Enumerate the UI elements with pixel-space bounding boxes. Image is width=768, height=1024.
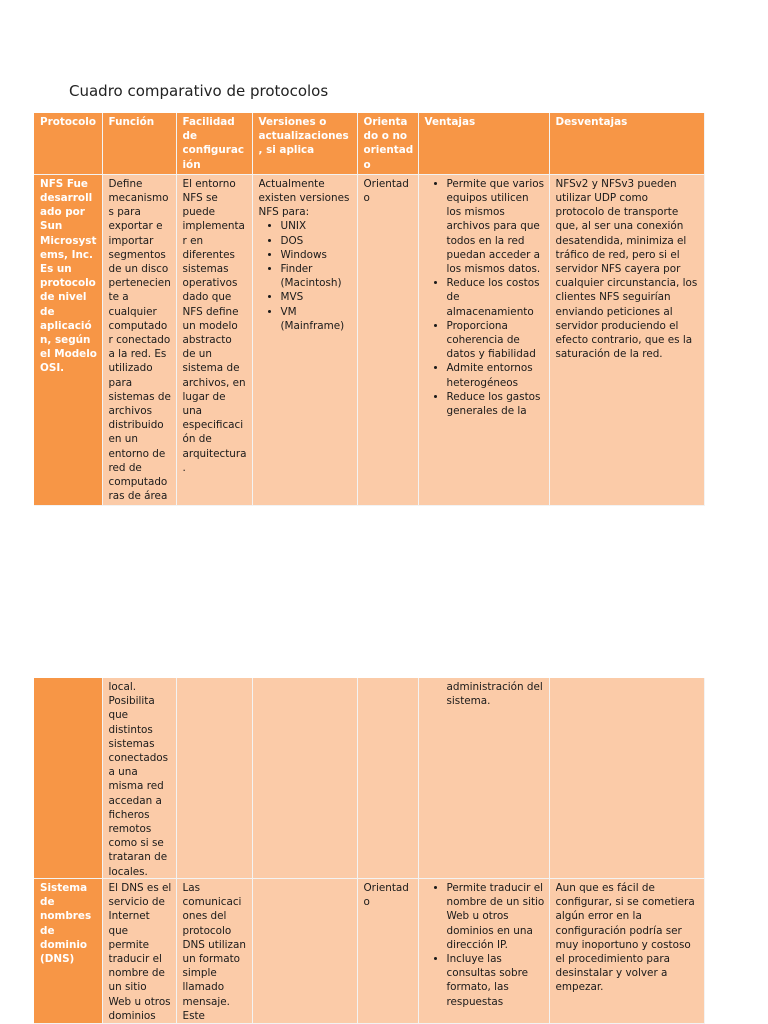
nfs-function-cell-cont: local. Posibilita que distintos sistemas conectados a una misma red accedan a ficheros remotos como si se trataran de locales. xyxy=(102,678,176,879)
header-ventajas: Ventajas xyxy=(418,113,549,174)
table-row-nfs-continued xyxy=(34,678,704,879)
list-item: • Permite traducir el nombre de un sitio Web u otros dominios en una dirección IP. xyxy=(447,881,545,952)
nfs-oriented-cell-cont xyxy=(357,678,418,879)
dns-function-cell: El DNS es el servicio de Internet que permite traducir el nombre de un sitio Web u otros dominios xyxy=(102,879,176,1024)
protocol-table-continued xyxy=(34,678,705,1024)
dns-disadvantages-cell: Aun que es fácil de configurar, si se cometiera algún error en la configuración podría ser muy inoportuno y costoso el procedimiento para desinstalar y volver a empezar. xyxy=(549,879,704,1024)
header-facilidad: Facilidad de configuración xyxy=(176,113,252,174)
nfs-disadvantages-cell-cont xyxy=(549,678,704,879)
nfs-versions-intro: Actualmente existen versiones NFS para: xyxy=(258,177,350,219)
list-item: • Finder (Macintosh) xyxy=(281,262,353,290)
header-funcion: Función xyxy=(102,113,176,174)
dns-protocol-cell: Sistema de nombres de dominio (DNS) xyxy=(34,879,102,1024)
dns-oriented-cell: Orientado xyxy=(357,879,418,1024)
nfs-protocol-cell-cont xyxy=(34,678,102,879)
list-item: • VM (Mainframe) xyxy=(281,305,353,333)
nfs-protocol-cell: NFS Fue desarrollado por Sun Microsystems, Inc. Es un protocolo de nivel de aplicación, según el Modelo OSI. xyxy=(34,174,102,505)
dns-config-cell: Las comunicaciones del protocolo DNS utilizan un formato simple llamado mensaje. Este xyxy=(176,879,252,1024)
dns-advantages-list xyxy=(425,881,545,1009)
page-title: Cuadro comparativo de protocolos xyxy=(69,82,329,100)
table-row-dns xyxy=(34,879,704,1024)
list-item: • Proporciona coherencia de datos y fiabilidad xyxy=(447,319,545,362)
dns-versions-cell xyxy=(252,879,357,1024)
list-item: • Permite que varios equipos utilicen los mismos archivos para que todos en la red puedan acceder a los mismos datos. xyxy=(447,177,545,276)
list-item: • DOS xyxy=(281,234,353,248)
nfs-config-cell-cont xyxy=(176,678,252,879)
header-desventajas: Desventajas xyxy=(549,113,704,174)
list-item: • Incluye las consultas sobre formato, las respuestas xyxy=(447,952,545,1009)
list-item: • Admite entornos heterogéneos xyxy=(447,361,545,389)
list-item: • Reduce los gastos generales de la xyxy=(447,390,545,418)
nfs-function-cell: Define mecanismos para exportar e importar segmentos de un disco perteneciente a cualquier computador conectado a la red. Es utilizado para sistemas de archivos distribuido en un entorno de red de computadoras de área xyxy=(102,174,176,505)
nfs-versions-list xyxy=(259,219,353,333)
nfs-advantages-list xyxy=(425,177,545,418)
list-item: • MVS xyxy=(281,290,353,304)
header-orientado: Orientado o no orientado xyxy=(357,113,418,174)
list-item: • UNIX xyxy=(281,219,353,233)
nfs-advantages-cell-cont: administración del sistema. xyxy=(418,678,549,879)
table-row-nfs xyxy=(34,174,704,505)
header-versiones: Versiones o actualizaciones, si aplica xyxy=(252,113,357,174)
list-item: • Windows xyxy=(281,248,353,262)
list-item: • Reduce los costos de almacenamiento xyxy=(447,276,545,319)
nfs-advantages-cell xyxy=(418,174,549,505)
header-protocolo: Protocolo xyxy=(34,113,102,174)
nfs-versions-cell-cont xyxy=(252,678,357,879)
nfs-disadvantages-cell: NFSv2 y NFSv3 pueden utilizar UDP como protocolo de transporte que, al ser una conexión desatendida, minimiza el tráfico de red, pero si el servidor NFS cayera por cualquier circunstancia, los clientes NFS seguirían enviando peticiones al servidor produciendo el efecto contrario, que es la saturación de la red. xyxy=(549,174,704,505)
protocol-table-top xyxy=(34,113,705,506)
table-header-row xyxy=(34,113,704,174)
nfs-oriented-cell: Orientado xyxy=(357,174,418,505)
nfs-versions-cell xyxy=(252,174,357,505)
nfs-config-cell: El entorno NFS se puede implementar en diferentes sistemas operativos dado que NFS define un modelo abstracto de un sistema de archivos, en lugar de una especificación de arquitectura. xyxy=(176,174,252,505)
dns-advantages-cell xyxy=(418,879,549,1024)
